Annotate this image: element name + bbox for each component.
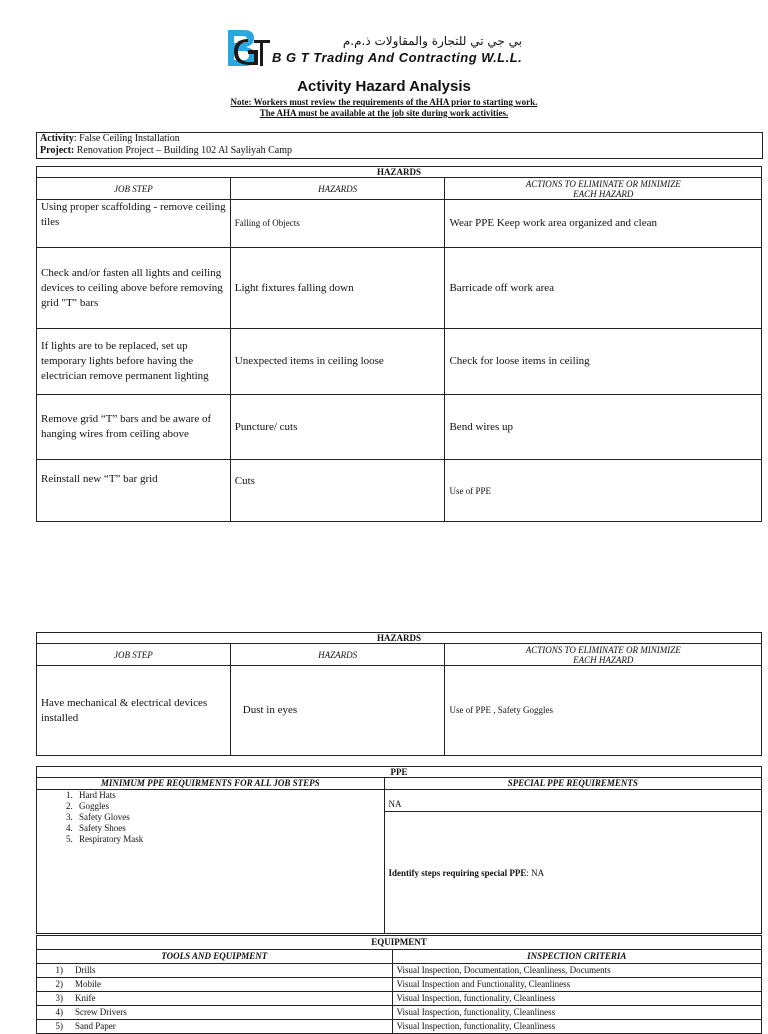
tool-name: Mobile — [75, 979, 101, 989]
note-line-1: Note: Workers must review the requirements of the AHA prior to starting work. — [230, 97, 538, 107]
tool-number: 2) — [55, 979, 63, 989]
job-step-cell: Remove grid “T” bars and be aware of hanging wires from ceiling above — [37, 395, 231, 460]
table-row — [37, 666, 762, 756]
special-ppe-value: NA — [384, 790, 761, 812]
tool-number: 5) — [55, 1021, 63, 1031]
tool-number: 4) — [55, 1007, 63, 1017]
identify-special-ppe — [384, 812, 761, 934]
tool-name: Sand Paper — [75, 1021, 116, 1031]
activity-line — [37, 133, 762, 145]
special-ppe-header: SPECIAL PPE REQUIREMENTS — [384, 778, 761, 790]
project-label: Project: — [40, 145, 75, 156]
identify-label: Identify steps requiring special PPE — [388, 867, 527, 878]
job-step-cell: Using proper scaffolding - remove ceiling tiles — [37, 200, 231, 248]
hazard-cell: Unexpected items in ceiling loose — [230, 329, 445, 395]
criteria-cell: Visual Inspection, functionality, Cleanliness — [392, 1020, 762, 1034]
action-cell: Wear PPE Keep work area organized and clean — [445, 200, 762, 248]
equipment-table — [36, 935, 762, 1034]
action-cell: Bend wires up — [445, 395, 762, 460]
col-actions-line-1: ACTIONS TO ELIMINATE OR MINIMIZE — [525, 644, 681, 655]
tool-cell — [37, 1006, 393, 1020]
col-job-step: JOB STEP — [37, 644, 231, 666]
col-job-step: JOB STEP — [37, 178, 231, 200]
list-item: 4. Safety Shoes — [75, 823, 384, 834]
job-step-cell: Reinstall new “T” bar grid — [37, 460, 231, 522]
hazards-table-2 — [36, 632, 762, 756]
hazard-cell: Puncture/ cuts — [230, 395, 445, 460]
hazard-cell: Cuts — [230, 460, 445, 522]
ppe-title: PPE — [37, 767, 762, 778]
company-arabic-name: بي جي تي للتجارة والمقاولات ذ.م.م — [342, 34, 522, 48]
action-cell: Use of PPE — [445, 460, 762, 522]
col-hazards: HAZARDS — [230, 178, 445, 200]
tool-cell — [37, 1020, 393, 1034]
tool-name: Screw Drivers — [75, 1007, 127, 1017]
criteria-cell: Visual Inspection, functionality, Cleanliness — [392, 1006, 762, 1020]
identify-value: : NA — [526, 867, 545, 878]
hazard-cell: Falling of Objects — [230, 200, 445, 248]
criteria-cell: Visual Inspection, Documentation, Cleanliness, Documents — [392, 964, 762, 978]
list-item: 5. Respiratory Mask — [75, 834, 384, 845]
project-line — [37, 145, 762, 157]
ppe-table — [36, 766, 762, 934]
table-row — [37, 1006, 762, 1020]
document-title: Activity Hazard Analysis — [297, 78, 471, 95]
activity-value: : False Ceiling Installation — [73, 133, 180, 144]
col-actions — [445, 644, 762, 666]
col-actions-line-2: EACH HAZARD — [573, 188, 634, 199]
hazard-cell: Dust in eyes — [230, 666, 445, 756]
job-step-cell: If lights are to be replaced, set up temporary lights before having the electrician remove permanent lighting — [37, 329, 231, 395]
company-name: B G T Trading And Contracting W.L.L. — [272, 50, 523, 65]
col-actions — [445, 178, 762, 200]
tool-cell — [37, 992, 393, 1006]
min-ppe-header: MINIMUM PPE REQUIRMENTS FOR ALL JOB STEPS — [37, 778, 385, 790]
criteria-cell: Visual Inspection and Functionality, Cleanliness — [392, 978, 762, 992]
min-ppe-list-cell — [37, 790, 385, 934]
hazards-table-1 — [36, 166, 762, 522]
tool-name: Knife — [75, 993, 96, 1003]
project-value: Renovation Project – Building 102 Al Sayliyah Camp — [74, 145, 292, 156]
list-item: 2. Goggles — [75, 801, 384, 812]
action-cell: Barricade off work area — [445, 248, 762, 329]
hazards-table-title: HAZARDS — [37, 167, 762, 178]
col-hazards: HAZARDS — [230, 644, 445, 666]
col-actions-line-1: ACTIONS TO ELIMINATE OR MINIMIZE — [525, 178, 681, 189]
list-item: 3. Safety Gloves — [75, 812, 384, 823]
action-cell: Use of PPE , Safety Goggles — [445, 666, 762, 756]
note-line-2: The AHA must be available at the job site during work activities. — [259, 108, 509, 118]
criteria-header: INSPECTION CRITERIA — [392, 950, 762, 964]
table-row — [37, 1020, 762, 1034]
table-row — [37, 460, 762, 522]
tool-number: 1) — [55, 965, 63, 975]
company-logo — [224, 28, 270, 68]
tools-header: TOOLS AND EQUIPMENT — [37, 950, 393, 964]
table-row — [37, 200, 762, 248]
activity-label: Activity — [40, 133, 74, 144]
hazards-table-title: HAZARDS — [37, 633, 762, 644]
activity-project-box — [36, 132, 763, 159]
table-row — [37, 329, 762, 395]
tool-number: 3) — [55, 993, 63, 1003]
table-row — [37, 978, 762, 992]
table-row — [37, 992, 762, 1006]
action-cell: Check for loose items in ceiling — [445, 329, 762, 395]
list-item: 1. Hard Hats — [75, 790, 384, 801]
table-row — [37, 964, 762, 978]
tool-name: Drills — [75, 965, 96, 975]
hazard-cell: Light fixtures falling down — [230, 248, 445, 329]
job-step-cell: Check and/or fasten all lights and ceiling devices to ceiling above before removing grid "T" bars — [37, 248, 231, 329]
min-ppe-list — [37, 790, 384, 845]
tool-cell — [37, 978, 393, 992]
equipment-title: EQUIPMENT — [37, 936, 762, 950]
tool-cell — [37, 964, 393, 978]
table-row — [37, 248, 762, 329]
job-step-cell: Have mechanical & electrical devices installed — [37, 666, 231, 756]
criteria-cell: Visual Inspection, functionality, Cleanliness — [392, 992, 762, 1006]
col-actions-line-2: EACH HAZARD — [573, 654, 634, 665]
table-row — [37, 395, 762, 460]
